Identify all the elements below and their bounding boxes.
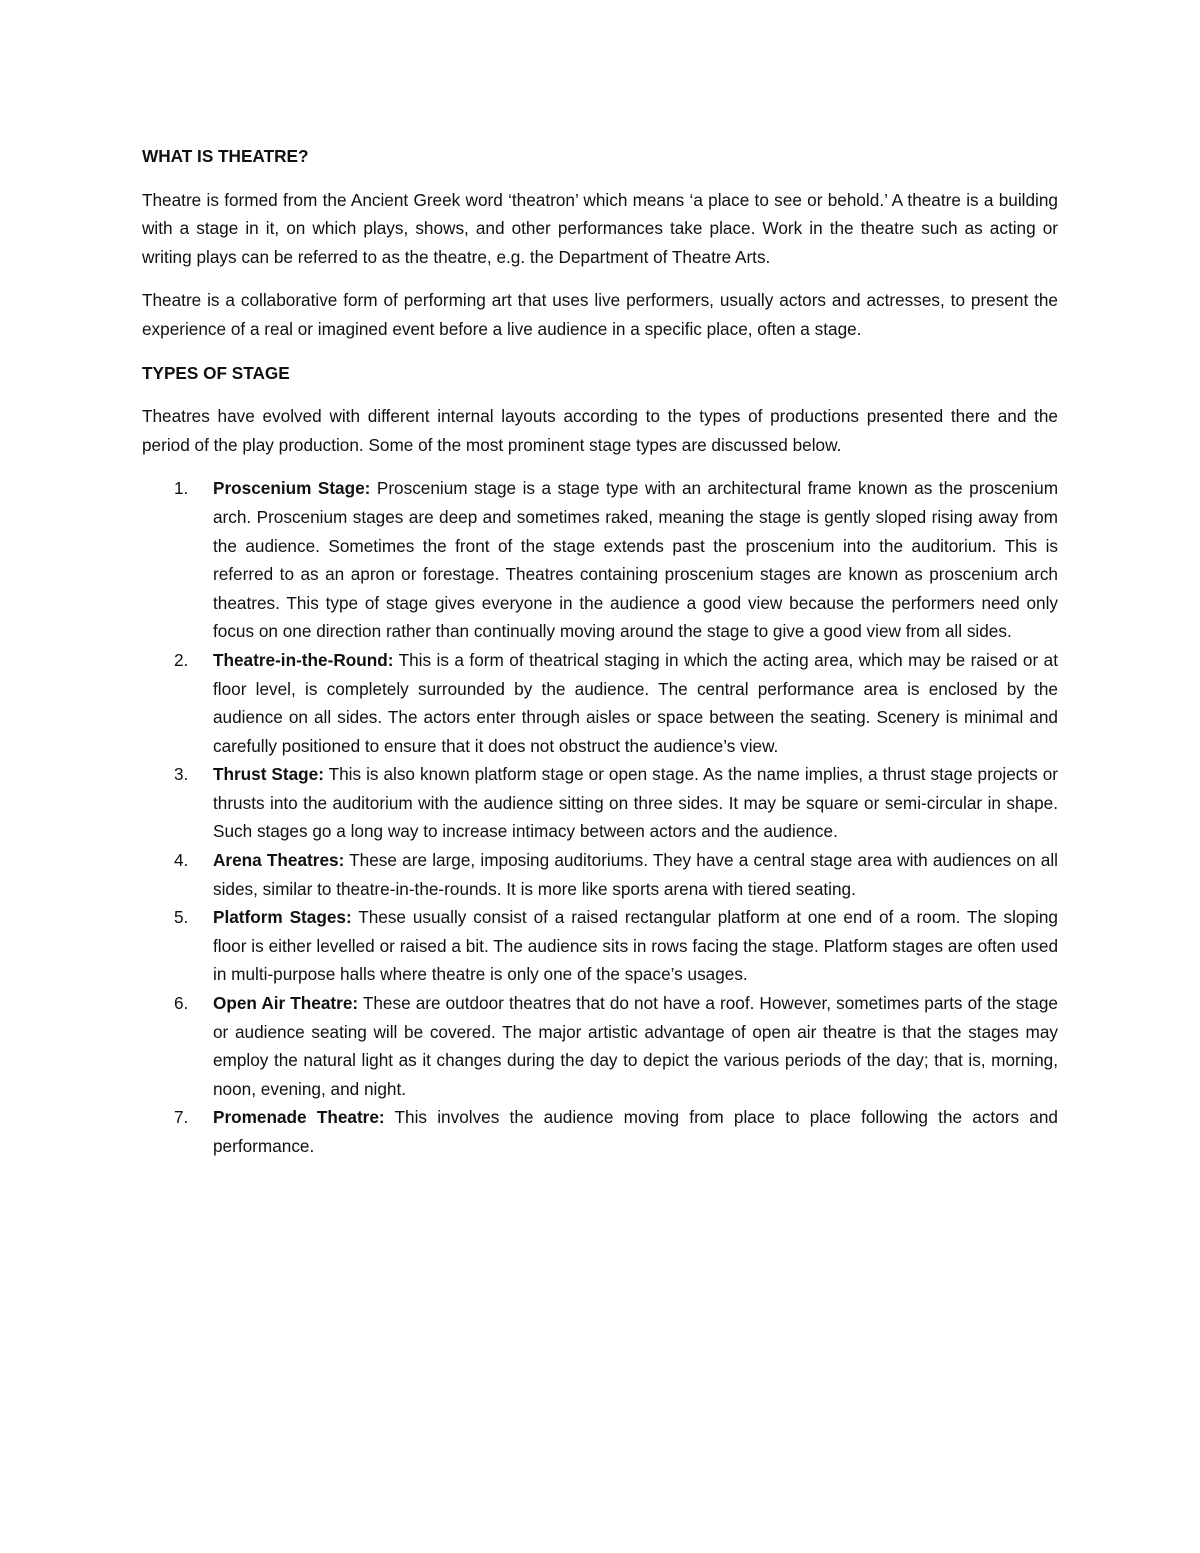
list-text: These usually consist of a raised rectangular platform at one end of a room. The sloping floor is either levelled or raised a bit. The audience sits in rows facing the stage. Platform stages are often used in multi-purpose halls where theatre is only one of the space’s usages. [213, 907, 1058, 985]
list-item-thrust-stage [142, 760, 1058, 846]
list-text: Proscenium stage is a stage type with an architectural frame known as the proscenium arch. Proscenium stages are deep and sometimes raked, meaning the stage is gently sloped rising away from the audience. Sometimes the front of the stage extends past the proscenium into the auditorium. This is referred to as an apron or forestage. Theatres containing proscenium stages are known as proscenium arch theatres. This type of stage gives everyone in the audience a good view because the performers need only focus on one direction rather than continually moving around the stage to give a good view from all sides. [213, 478, 1059, 642]
paragraph-theatre-definition: Theatre is formed from the Ancient Greek word ‘theatron’ which means ‘a place to see or behold.’ A theatre is a building with a stage in it, on which plays, shows, and other performances take place. Work in the theatre such as acting or writing plays can be referred to as the theatre, e.g. the Department of Theatre Arts. [142, 189, 1058, 267]
heading-types-of-stage: TYPES OF STAGE [142, 362, 290, 383]
list-item-promenade-theatre [142, 1103, 1058, 1160]
list-text: This is a form of theatrical staging in which the acting area, which may be raised or at floor level, is completely surrounded by the audience. The central performance area is enclosed by the audience on all sides. The actors enter through aisles or space between the seating. Scenery is minimal and carefully positioned to ensure that it does not obstruct the audience’s view. [213, 649, 1058, 756]
paragraph-stage-intro: Theatres have evolved with different internal layouts according to the types of productions presented there and the period of the play production. Some of the most prominent stage types are discussed below. [142, 406, 1058, 455]
list-number: 2. [174, 649, 189, 670]
document-page [142, 142, 1058, 1161]
list-item-open-air-theatre [142, 989, 1058, 1103]
list-text: This involves the audience moving from place to place following the actors and performance. [213, 1107, 1058, 1156]
list-term: Theatre-in-the-Round: [213, 649, 394, 670]
list-number: 1. [174, 478, 189, 499]
list-term: Promenade Theatre: [213, 1107, 385, 1128]
list-number: 4. [174, 850, 189, 871]
stage-types-list [142, 474, 1058, 1160]
list-text: These are large, imposing auditoriums. They have a central stage area with audiences on all sides, similar to theatre-in-the-rounds. It is more like sports arena with tiered seating. [213, 850, 1058, 899]
list-number: 5. [174, 907, 189, 928]
list-term: Open Air Theatre: [213, 993, 359, 1014]
list-term: Thrust Stage: [213, 764, 324, 785]
list-item-arena-theatres [142, 846, 1058, 903]
list-item-theatre-in-the-round [142, 646, 1058, 760]
list-item-proscenium [142, 474, 1058, 646]
paragraph-theatre-collaborative: Theatre is a collaborative form of performing art that uses live performers, usually actors and actresses, to present the experience of a real or imagined event before a live audience in a specific place, often a stage. [142, 290, 1058, 339]
list-item-platform-stages [142, 903, 1058, 989]
list-term: Proscenium Stage: [213, 478, 371, 499]
list-number: 6. [174, 993, 189, 1014]
list-term: Platform Stages: [213, 907, 352, 928]
list-text: These are outdoor theatres that do not have a roof. However, sometimes parts of the stage or audience seating will be covered. The major artistic advantage of open air theatre is that the stages may employ the natural light as it changes during the day to depict the various periods of the day; that is, morning, noon, evening, and night. [213, 993, 1058, 1099]
heading-what-is-theatre: WHAT IS THEATRE? [142, 146, 309, 166]
list-term: Arena Theatres: [213, 850, 345, 871]
list-text: This is also known platform stage or open stage. As the name implies, a thrust stage projects or thrusts into the auditorium with the audience sitting on three sides. It may be square or semi-circular in shape. Such stages go a long way to increase intimacy between actors and the audience. [213, 764, 1058, 842]
list-number: 7. [174, 1107, 189, 1128]
list-number: 3. [174, 764, 189, 785]
